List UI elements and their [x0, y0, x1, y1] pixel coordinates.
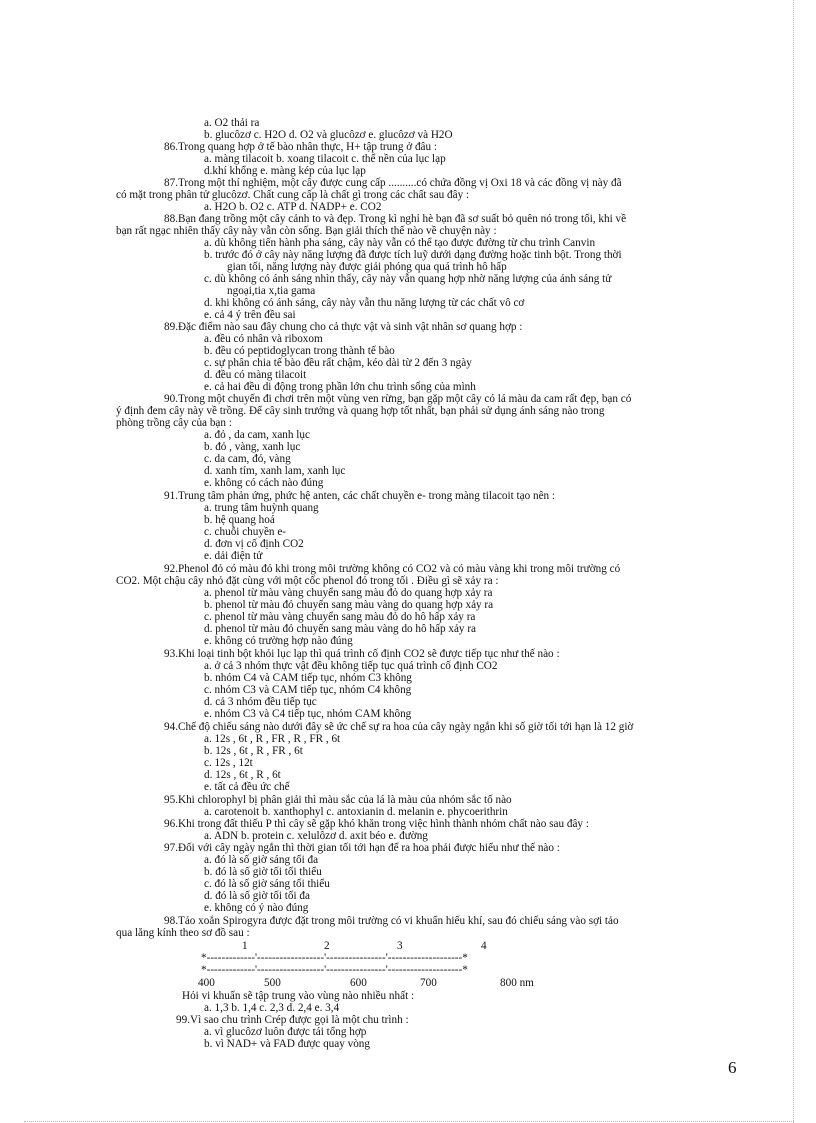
- option-line: d.khí khổng e. màng kép của lục lạp: [204, 165, 366, 177]
- question-94: 94.Chế độ chiếu sáng nào dưới đây sẽ ức chế sự ra hoa của cây ngày ngắn khi số giờ tối tới hạn là 12 giờ: [164, 721, 634, 733]
- option-line: c. 12s , 12t: [204, 757, 253, 769]
- option-line: b. phenol từ màu đỏ chuyển sang màu vàng do quang hợp xảy ra: [204, 599, 494, 611]
- option-line: c. đó là số giờ sáng tối thiểu: [204, 878, 330, 890]
- option-line: b. đó là số giờ tối tối thiểu: [204, 866, 322, 878]
- option-line: d. khi không có ánh sáng, cây này vẫn thu năng lượng từ các chất vô cơ: [204, 297, 525, 309]
- question-text: bạn rất ngạc nhiên thấy cây này vẫn còn sống. Bạn giải thích thế nào về chuyện này :: [116, 225, 497, 237]
- question-86: 86.Trong quang hợp ở tế bào nhân thực, H+ tập trung ở đâu :: [164, 141, 438, 153]
- wavelength-800: 800 nm: [500, 977, 534, 989]
- spectrum-row-2: *-------------'------------------'----------------'--------------------*: [201, 964, 468, 976]
- question-text: Hỏi vi khuẩn sẽ tập trung vào vùng nào nhiều nhất :: [182, 990, 415, 1002]
- question-text: phòng trồng cây của bạn :: [116, 417, 232, 429]
- region-label-4: 4: [481, 940, 487, 952]
- question-92: 92.Phenol đỏ có màu đỏ khi trong môi trường không có CO2 và có màu vàng khi trong môi trường có: [164, 563, 621, 575]
- option-line: d. đều có màng tilacoit: [204, 369, 307, 381]
- option-line: e. cả 4 ý trên đều sai: [204, 309, 296, 321]
- question-97: 97.Đối với cây ngày ngắn thì thời gian tối tới hạn để ra hoa phải được hiểu như thế nào :: [164, 842, 560, 854]
- option-line: b. 12s , 6t , R , FR , 6t: [204, 745, 303, 757]
- option-line: e. cả hai đều di động trong phần lớn chu trình sống của mình: [204, 381, 476, 393]
- option-line: c. da cam, đỏ, vàng: [204, 453, 291, 465]
- wavelength-700: 700: [420, 977, 437, 989]
- wavelength-500: 500: [264, 977, 281, 989]
- option-line: d. phenol từ màu đỏ chuyển sang màu vàng do hô hấp xảy ra: [204, 623, 477, 635]
- option-line: e. không có cách nào đúng: [204, 477, 324, 489]
- option-line: a. đó là số giờ sáng tối đa: [204, 854, 319, 866]
- option-line: a. vì glucôzơ luôn được tái tổng hợp: [204, 1026, 367, 1038]
- option-line: c. sự phân chia tế bào đều rất chậm, kéo dài từ 2 đến 3 ngày: [204, 357, 472, 369]
- option-line: b. hệ quang hoá: [204, 514, 275, 526]
- footer-rule: [24, 1121, 794, 1122]
- question-98: 98.Tảo xoắn Spirogyra được đặt trong môi trường có vi khuẩn hiếu khí, sau đó chiếu sáng vào sợi tảo: [164, 915, 619, 927]
- option-line: a. ADN b. protein c. xelulôzơ d. axit béo e. đường: [204, 830, 428, 842]
- option-line: e. dải điện tử: [204, 550, 263, 562]
- option-line: e. nhóm C3 và C4 tiếp tục, nhóm CAM không: [204, 708, 412, 720]
- question-96: 96.Khi trong đất thiếu P thì cây sẽ gặp khó khăn trong việc hình thành nhóm chất nào sau đây :: [164, 818, 589, 830]
- option-line: a. ở cả 3 nhóm thực vật đều không tiếp tục quá trình cố định CO2: [204, 660, 498, 672]
- option-line: b. đỏ , vàng, xanh lục: [204, 441, 301, 453]
- region-label-2: 2: [324, 940, 330, 952]
- option-line: a. dù không tiến hành pha sáng, cây này vẫn có thể tạo được đường từ chu trình Canvin: [204, 237, 596, 249]
- option-line: a. phenol từ màu vàng chuyển sang màu đỏ do quang hợp xảy ra: [204, 587, 493, 599]
- question-text: qua lăng kính theo sơ đồ sau :: [116, 927, 250, 939]
- option-line: c. chuỗi chuyền e-: [204, 526, 287, 538]
- page-number: 6: [728, 1058, 737, 1077]
- option-line: a. 12s , 6t , R , FR , R , FR , 6t: [204, 733, 341, 745]
- question-93: 93.Khi loại tinh bột khỏi lục lạp thì quá trình cố định CO2 sẽ được tiếp tục như thế nào :: [164, 648, 560, 660]
- option-line: gian tối, năng lượng này được giải phóng qua quá trình hô hấp: [227, 261, 507, 273]
- option-line: d. xanh tím, xanh lam, xanh lục: [204, 465, 346, 477]
- question-text: có mặt trong phân tử glucôzơ. Chất cung cấp là chất gì trong các chất sau đây :: [116, 189, 470, 201]
- option-line: b. trước đó ở cây này năng lượng đã được tích luỹ dưới dạng đường hoặc tinh bột. Trong thời: [204, 249, 622, 261]
- question-90: 90.Trong một chuyến đi chơi trên một vùng ven rừng, bạn gặp một cây có lá màu da cam rất đẹp, bạn có: [164, 393, 632, 405]
- region-label-3: 3: [397, 940, 403, 952]
- option-line: b. glucôzơ c. H2O d. O2 và glucôzơ e. glucôzơ và H2O: [204, 129, 453, 141]
- option-line: c. dù không có ánh sáng nhìn thấy, cây này vẫn quang hợp nhờ năng lượng của ánh sáng tử: [204, 273, 612, 285]
- option-line: a. trung tâm huỳnh quang: [204, 502, 319, 514]
- wavelength-400: 400: [198, 977, 215, 989]
- option-line: a. 1,3 b. 1,4 c. 2,3 d. 2,4 e. 3,4: [204, 1002, 340, 1014]
- question-89: 89.Đặc điểm nào sau đây chung cho cả thực vật và sinh vật nhân sơ quang hợp :: [164, 321, 523, 333]
- option-line: a. carotenoit b. xanthophyl c. antoxianin d. melanin e. phycoerithrin: [204, 806, 508, 818]
- option-line: b. đều có peptidoglycan trong thành tế bào: [204, 345, 395, 357]
- option-line: b. nhóm C4 và CAM tiếp tục, nhóm C3 không: [204, 672, 412, 684]
- option-line: b. vì NAD+ và FAD được quay vòng: [204, 1038, 370, 1050]
- option-line: a. đỏ , da cam, xanh lục: [204, 429, 310, 441]
- question-91: 91.Trung tâm phản ứng, phức hệ anten, các chất chuyền e- trong màng tilacoit tạo nên :: [164, 490, 556, 502]
- question-95: 95.Khi chlorophyl bị phân giải thì màu sắc của lá là màu của nhóm sắc tố nào: [164, 794, 512, 806]
- question-text: ý định đem cây này về trồng. Để cây sinh trưởng và quang hợp tốt nhất, bạn phải sử dụng ánh sáng nào trong: [116, 405, 605, 417]
- question-87: 87.Trong một thí nghiệm, một cây được cung cấp ..........có chứa đồng vị Oxi 18 và các đồng vị này đã: [164, 177, 622, 189]
- region-label-1: 1: [242, 940, 248, 952]
- question-99: 99.Vì sao chu trình Crép được gọi là một chu trình :: [176, 1014, 409, 1026]
- option-line: d. đó là số giờ tối tối đa: [204, 890, 310, 902]
- option-line: e. không có ý nào đúng: [204, 902, 309, 914]
- option-line: a. O2 thải ra: [204, 117, 260, 129]
- question-88: 88.Bạn đang trồng một cây cảnh to và đẹp. Trong kì nghỉ hè bạn đã sơ suất bỏ quên nó trong tối, khi về: [164, 213, 627, 225]
- option-line: a. H2O b. O2 c. ATP d. NADP+ e. CO2: [204, 201, 382, 213]
- option-line: e. không có trường hợp nào đúng: [204, 635, 353, 647]
- margin-rule: [793, 0, 794, 1123]
- option-line: c. phenol từ màu vàng chuyển sang màu đỏ do hô hấp xảy ra: [204, 611, 476, 623]
- wavelength-600: 600: [350, 977, 367, 989]
- option-line: d. đơn vị cố định CO2: [204, 538, 304, 550]
- option-line: d. 12s , 6t , R , 6t: [204, 769, 281, 781]
- option-line: a. màng tilacoit b. xoang tilacoit c. thể nền của lục lạp: [204, 153, 446, 165]
- option-line: ngoại,tia x,tia gama: [227, 285, 316, 297]
- question-text: CO2. Một chậu cây nhỏ đặt cùng với một cốc phenol đỏ trong tối . Điều gì sẽ xảy ra :: [116, 575, 499, 587]
- option-line: d. cả 3 nhóm đều tiếp tục: [204, 696, 317, 708]
- option-line: c. nhóm C3 và CAM tiếp tục, nhóm C4 không: [204, 684, 412, 696]
- spectrum-row-1: *-------------'------------------'----------------'--------------------*: [201, 952, 468, 964]
- option-line: a. đều có nhân và riboxom: [204, 333, 323, 345]
- option-line: e. tất cả đều ức chế: [204, 781, 290, 793]
